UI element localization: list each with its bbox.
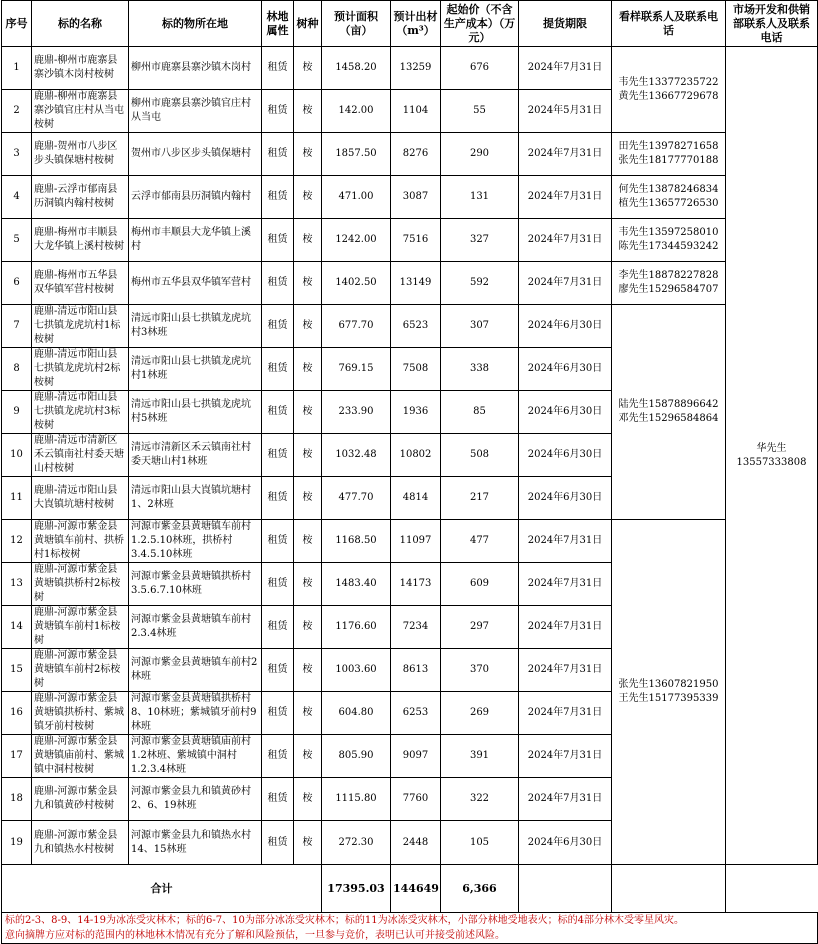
row-species: 桉	[294, 821, 322, 865]
table-body	[2, 47, 818, 865]
row-deadline: 2024年7月31日	[519, 649, 612, 692]
row-price: 55	[441, 90, 519, 133]
contact-line: 张先生18177770188	[618, 155, 719, 166]
header-area: 预计面积（亩）	[322, 1, 391, 47]
contact-cell	[612, 133, 726, 176]
row-deadline: 2024年6月30日	[519, 305, 612, 348]
row-location: 梅州市丰顺县大龙华镇上溪村	[129, 219, 262, 262]
contact-line: 韦先生13377235722	[618, 76, 719, 88]
dept-contact-cell	[726, 47, 818, 865]
row-deadline: 2024年5月31日	[519, 90, 612, 133]
header-row	[2, 1, 818, 47]
row-number: 9	[2, 391, 32, 434]
row-name: 鹿鼎-梅州市丰顺县大龙华镇上溪村桉树	[32, 219, 129, 262]
row-land: 租赁	[262, 692, 294, 735]
row-volume: 7760	[391, 778, 441, 821]
row-number: 14	[2, 606, 32, 649]
timber-auction-table	[1, 0, 818, 944]
row-number: 16	[2, 692, 32, 735]
row-volume: 7234	[391, 606, 441, 649]
row-volume: 9097	[391, 735, 441, 778]
row-number: 11	[2, 477, 32, 520]
row-number: 7	[2, 305, 32, 348]
row-name: 鹿鼎-清远市阳山县七拱镇龙虎坑村1标桉树	[32, 305, 129, 348]
row-species: 桉	[294, 176, 322, 219]
table-row	[2, 520, 818, 563]
row-species: 桉	[294, 477, 322, 520]
row-land: 租赁	[262, 649, 294, 692]
row-price: 391	[441, 735, 519, 778]
row-price: 217	[441, 477, 519, 520]
row-location: 梅州市五华县双华镇军营村	[129, 262, 262, 305]
contact-line: 李先生18878227828	[618, 270, 719, 281]
row-volume: 6253	[391, 692, 441, 735]
row-location: 清远市阳山县七拱镇龙虎坑村5林班	[129, 391, 262, 434]
contact-cell	[612, 47, 726, 133]
contact-line: 廖先生15296584707	[618, 284, 719, 295]
row-area: 1032.48	[322, 434, 391, 477]
row-location: 河源市紫金县九和镇热水村14、15林班	[129, 821, 262, 865]
header-volume	[391, 1, 441, 47]
contact-cell	[612, 219, 726, 262]
row-land: 租赁	[262, 563, 294, 606]
contact-line: 张先生13607821950	[618, 679, 719, 690]
row-number: 19	[2, 821, 32, 865]
contact-line: 陆先生15878896642	[618, 399, 719, 410]
header-name: 标的名称	[32, 1, 129, 47]
row-price: 327	[441, 219, 519, 262]
row-number: 1	[2, 47, 32, 90]
row-area: 1458.20	[322, 47, 391, 90]
row-volume: 14173	[391, 563, 441, 606]
row-name: 鹿鼎-柳州市鹿寨县寨沙镇木岗村桉树	[32, 47, 129, 90]
contact-line: 陈先生17344593242	[618, 241, 719, 252]
row-number: 8	[2, 348, 32, 391]
row-species: 桉	[294, 520, 322, 563]
row-area: 233.90	[322, 391, 391, 434]
header-location: 标的物所在地	[129, 1, 262, 47]
contact-line: 王先生15177395339	[618, 693, 719, 704]
row-deadline: 2024年7月31日	[519, 47, 612, 90]
row-species: 桉	[294, 305, 322, 348]
row-deadline: 2024年6月30日	[519, 391, 612, 434]
row-location: 云浮市郁南县历洞镇内翰村	[129, 176, 262, 219]
table-row	[2, 219, 818, 262]
row-deadline: 2024年7月31日	[519, 606, 612, 649]
row-deadline: 2024年7月31日	[519, 219, 612, 262]
row-location: 河源市紫金县黄塘镇车前村1.2.5.10林班，拱桥村3.4.5.10林班	[129, 520, 262, 563]
row-number: 5	[2, 219, 32, 262]
row-area: 1176.60	[322, 606, 391, 649]
total-area: 17395.03	[322, 865, 391, 913]
row-location: 清远市阳山县七拱镇龙虎坑村1林班	[129, 348, 262, 391]
row-price: 477	[441, 520, 519, 563]
total-row	[2, 865, 818, 913]
row-volume: 1936	[391, 391, 441, 434]
contact-cell	[612, 520, 726, 865]
total-empty-deadline	[519, 865, 612, 913]
row-location: 河源市紫金县黄塘镇拱桥村3.5.6.7.10林班	[129, 563, 262, 606]
row-name: 鹿鼎-河源市紫金县黄塘镇车前村、拱桥村1标桉树	[32, 520, 129, 563]
row-price: 609	[441, 563, 519, 606]
row-species: 桉	[294, 563, 322, 606]
row-area: 805.90	[322, 735, 391, 778]
row-name: 鹿鼎-清远市阳山县七拱镇龙虎坑村3标桉树	[32, 391, 129, 434]
row-location: 河源市紫金县黄塘镇车前村2林班	[129, 649, 262, 692]
header-land: 林地属性	[262, 1, 294, 47]
row-area: 477.70	[322, 477, 391, 520]
row-name: 鹿鼎-河源市紫金县黄塘镇庙前村、紫城镇中洞村桉树	[32, 735, 129, 778]
table-row	[2, 133, 818, 176]
row-number: 6	[2, 262, 32, 305]
row-volume: 13259	[391, 47, 441, 90]
table-row	[2, 305, 818, 348]
row-location: 清远市清新区禾云镇南社村委天塘山村1林班	[129, 434, 262, 477]
row-number: 3	[2, 133, 32, 176]
row-volume: 7508	[391, 348, 441, 391]
row-volume: 13149	[391, 262, 441, 305]
row-deadline: 2024年7月31日	[519, 176, 612, 219]
row-price: 269	[441, 692, 519, 735]
row-land: 租赁	[262, 520, 294, 563]
row-land: 租赁	[262, 735, 294, 778]
row-area: 1857.50	[322, 133, 391, 176]
row-area: 1483.40	[322, 563, 391, 606]
header-price: 起始价（不含生产成本）（万元）	[441, 1, 519, 47]
row-volume: 8276	[391, 133, 441, 176]
row-price: 297	[441, 606, 519, 649]
row-number: 18	[2, 778, 32, 821]
row-species: 桉	[294, 133, 322, 176]
row-deadline: 2024年7月31日	[519, 735, 612, 778]
row-land: 租赁	[262, 90, 294, 133]
row-name: 鹿鼎-河源市紫金县黄塘镇拱桥村2标桉树	[32, 563, 129, 606]
contact-line: 何先生13878246834	[618, 184, 719, 195]
row-location: 河源市紫金县九和镇黄砂村2、6、19林班	[129, 778, 262, 821]
header-deadline: 提货期限	[519, 1, 612, 47]
header-volume-label: 预计出材	[393, 9, 438, 23]
row-land: 租赁	[262, 219, 294, 262]
row-volume: 4814	[391, 477, 441, 520]
row-location: 河源市紫金县黄塘镇拱桥村8、10林班；紫城镇牙前村9林班	[129, 692, 262, 735]
row-land: 租赁	[262, 47, 294, 90]
row-deadline: 2024年7月31日	[519, 520, 612, 563]
row-area: 272.30	[322, 821, 391, 865]
row-location: 清远市阳山县大崀镇坑塘村1、2林班	[129, 477, 262, 520]
row-volume: 11097	[391, 520, 441, 563]
row-name: 鹿鼎-梅州市五华县双华镇军营村桉树	[32, 262, 129, 305]
header-seq: 序号	[2, 1, 32, 47]
row-name: 鹿鼎-柳州市鹿寨县寨沙镇官庄村从当屯桉树	[32, 90, 129, 133]
row-land: 租赁	[262, 305, 294, 348]
contact-line: 植先生13657726530	[618, 198, 719, 209]
row-land: 租赁	[262, 391, 294, 434]
row-deadline: 2024年7月31日	[519, 262, 612, 305]
row-number: 4	[2, 176, 32, 219]
row-land: 租赁	[262, 176, 294, 219]
row-area: 604.80	[322, 692, 391, 735]
row-location: 清远市阳山县七拱镇龙虎坑村3林班	[129, 305, 262, 348]
row-name: 鹿鼎-清远市阳山县大崀镇坑塘村桉树	[32, 477, 129, 520]
row-location: 河源市紫金县黄塘镇庙前村1.2林班、紫城镇中洞村1.2.3.4林班	[129, 735, 262, 778]
contact-line: 田先生13978271658	[618, 141, 719, 152]
row-area: 142.00	[322, 90, 391, 133]
row-volume: 10802	[391, 434, 441, 477]
row-area: 677.70	[322, 305, 391, 348]
row-price: 592	[441, 262, 519, 305]
row-number: 10	[2, 434, 32, 477]
row-price: 676	[441, 47, 519, 90]
total-label: 合计	[2, 865, 322, 913]
contact-cell	[612, 305, 726, 520]
row-number: 15	[2, 649, 32, 692]
row-species: 桉	[294, 262, 322, 305]
row-land: 租赁	[262, 477, 294, 520]
row-name: 鹿鼎-河源市紫金县黄塘镇拱桥村、紫城镇牙前村桉树	[32, 692, 129, 735]
row-deadline: 2024年7月31日	[519, 778, 612, 821]
row-land: 租赁	[262, 348, 294, 391]
row-volume: 3087	[391, 176, 441, 219]
row-price: 370	[441, 649, 519, 692]
row-species: 桉	[294, 348, 322, 391]
row-land: 租赁	[262, 133, 294, 176]
row-price: 508	[441, 434, 519, 477]
row-area: 1168.50	[322, 520, 391, 563]
row-price: 131	[441, 176, 519, 219]
notes-row	[2, 913, 818, 944]
row-name: 鹿鼎-河源市紫金县黄塘镇车前村2标桉树	[32, 649, 129, 692]
dept-contact-phone: 13557333808	[736, 456, 807, 468]
row-volume: 1104	[391, 90, 441, 133]
row-number: 13	[2, 563, 32, 606]
row-name: 鹿鼎-清远市清新区禾云镇南社村委天塘山村桉树	[32, 434, 129, 477]
table-row	[2, 176, 818, 219]
row-price: 105	[441, 821, 519, 865]
row-species: 桉	[294, 90, 322, 133]
row-deadline: 2024年6月30日	[519, 477, 612, 520]
contact-line: 邓先生15296584864	[618, 413, 719, 424]
row-location: 柳州市鹿寨县寨沙镇木岗村	[129, 47, 262, 90]
row-deadline: 2024年6月30日	[519, 348, 612, 391]
row-land: 租赁	[262, 434, 294, 477]
row-price: 290	[441, 133, 519, 176]
row-area: 1242.00	[322, 219, 391, 262]
row-volume: 7516	[391, 219, 441, 262]
row-species: 桉	[294, 606, 322, 649]
row-price: 307	[441, 305, 519, 348]
row-name: 鹿鼎-云浮市郁南县历洞镇内翰村桉树	[32, 176, 129, 219]
row-area: 471.00	[322, 176, 391, 219]
dept-contact-name: 华先生	[756, 442, 787, 454]
row-area: 1115.80	[322, 778, 391, 821]
row-area: 1402.50	[322, 262, 391, 305]
note-line-2: 意向摘牌方应对标的范围内的林地林木情况有充分了解和风险预估，一旦参与竞价，表明已认可并接受前述风险。	[5, 930, 505, 941]
row-species: 桉	[294, 434, 322, 477]
total-empty-contact	[612, 865, 726, 913]
notes	[2, 913, 818, 944]
header-volume-unit: （m³）	[396, 23, 435, 37]
row-area: 769.15	[322, 348, 391, 391]
contact-cell	[612, 176, 726, 219]
row-species: 桉	[294, 778, 322, 821]
contact-cell	[612, 262, 726, 305]
contact-line: 韦先生13597258010	[618, 227, 719, 238]
row-species: 桉	[294, 391, 322, 434]
row-species: 桉	[294, 692, 322, 735]
row-name: 鹿鼎-河源市紫金县九和镇热水村桉树	[32, 821, 129, 865]
row-deadline: 2024年7月31日	[519, 692, 612, 735]
row-price: 85	[441, 391, 519, 434]
row-deadline: 2024年6月30日	[519, 821, 612, 865]
row-species: 桉	[294, 735, 322, 778]
row-price: 338	[441, 348, 519, 391]
row-name: 鹿鼎-贺州市八步区步头镇保塘村桉树	[32, 133, 129, 176]
row-land: 租赁	[262, 262, 294, 305]
row-number: 17	[2, 735, 32, 778]
row-area: 1003.60	[322, 649, 391, 692]
row-name: 鹿鼎-河源市紫金县九和镇黄砂村桉树	[32, 778, 129, 821]
header-species: 树种	[294, 1, 322, 47]
row-species: 桉	[294, 219, 322, 262]
row-land: 租赁	[262, 821, 294, 865]
row-deadline: 2024年7月31日	[519, 563, 612, 606]
row-name: 鹿鼎-清远市阳山县七拱镇龙虎坑村2标桉树	[32, 348, 129, 391]
row-deadline: 2024年6月30日	[519, 434, 612, 477]
row-number: 2	[2, 90, 32, 133]
row-location: 河源市紫金县黄塘镇车前村2.3.4林班	[129, 606, 262, 649]
table-row	[2, 47, 818, 90]
contact-line: 黄先生13667729678	[618, 90, 719, 102]
row-land: 租赁	[262, 606, 294, 649]
row-volume: 8613	[391, 649, 441, 692]
total-price: 6,366	[441, 865, 519, 913]
row-location: 柳州市鹿寨县寨沙镇官庄村从当屯	[129, 90, 262, 133]
row-name: 鹿鼎-河源市紫金县黄塘镇车前村1标桉树	[32, 606, 129, 649]
header-contact: 看样联系人及联系电话	[612, 1, 726, 47]
row-number: 12	[2, 520, 32, 563]
row-volume: 2448	[391, 821, 441, 865]
row-species: 桉	[294, 649, 322, 692]
row-volume: 6523	[391, 305, 441, 348]
row-deadline: 2024年7月31日	[519, 133, 612, 176]
row-species: 桉	[294, 47, 322, 90]
total-volume: 144649	[391, 865, 441, 913]
row-land: 租赁	[262, 778, 294, 821]
note-line-1: 标的2-3、8-9、14-19为冰冻受灾林木；标的6-7、10为部分冰冻受灾林木；标的11为冰冻受灾林木，小部分林地受地表火；标的4部分林木受零星风灾。	[5, 915, 684, 926]
table-row	[2, 262, 818, 305]
row-location: 贺州市八步区步头镇保塘村	[129, 133, 262, 176]
header-dept-contact: 市场开发和供销部联系人及联系电话	[726, 1, 818, 47]
row-price: 322	[441, 778, 519, 821]
